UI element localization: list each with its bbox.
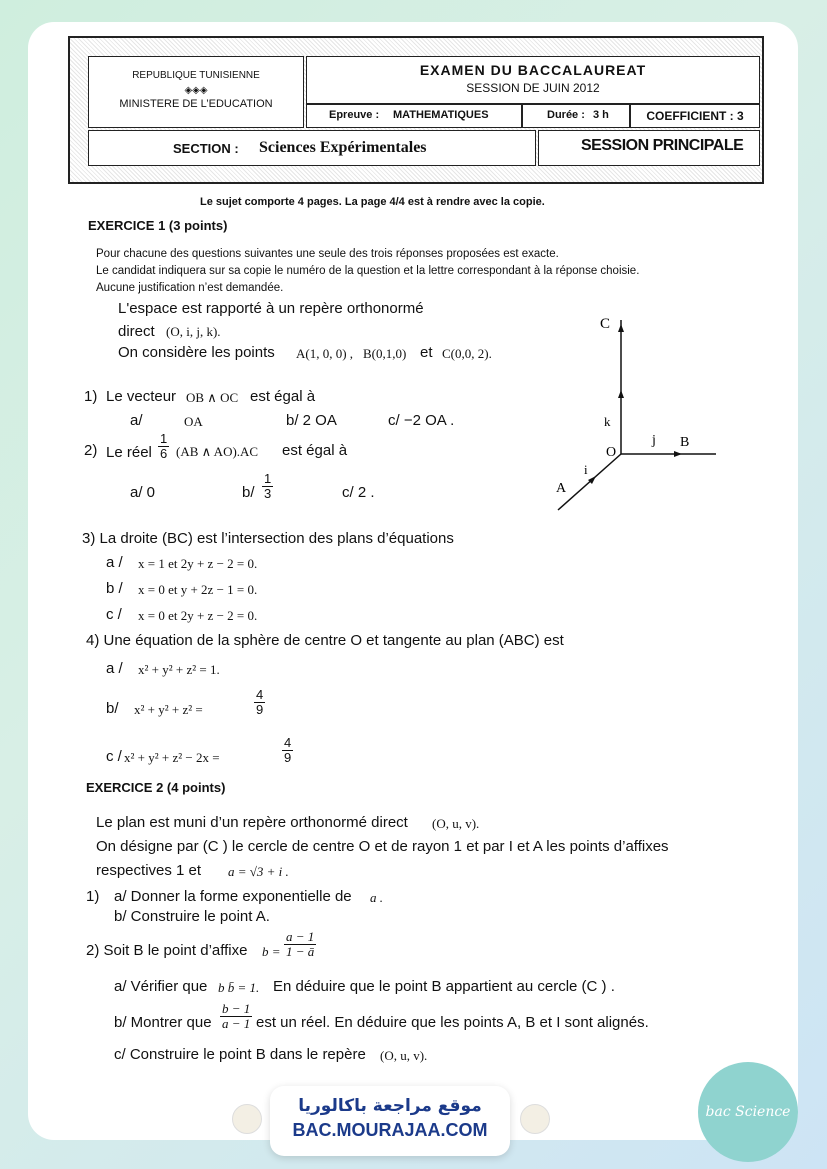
q2-c: c/ 2 .: [342, 484, 375, 501]
ex2-q2b-den: a − 1: [222, 1015, 251, 1031]
ministry-box: [88, 56, 304, 128]
label-j: j: [652, 433, 656, 448]
label-c: C: [600, 316, 611, 332]
q2-b-num: 1: [264, 471, 272, 486]
footer-site[interactable]: BAC.MOURAJAA.COM: [292, 1120, 488, 1140]
q4-c-den: 9: [284, 749, 292, 765]
ex2-p3-math: a = √3 + i .: [228, 864, 289, 879]
q1-num: 1): [84, 388, 98, 405]
ex2-q2b-frac: [220, 1002, 252, 1030]
q4-b-math: x² + y² + z² =: [134, 702, 203, 717]
q4-a-math: x² + y² + z² = 1.: [138, 662, 220, 677]
q2-math: (AB ∧ AO).AC: [176, 444, 259, 459]
session-principale-box: [538, 130, 760, 166]
duree-box: [522, 104, 630, 128]
et-word: et: [420, 344, 433, 361]
republic-label: REPUBLIQUE TUNISIENNE: [132, 70, 260, 81]
q4-a: a /: [106, 660, 123, 677]
label-o: O: [606, 445, 617, 460]
q1-text: Le vecteur: [106, 388, 177, 405]
section-label: SECTION :: [173, 141, 239, 156]
q2-frac-num: 1: [160, 431, 168, 446]
q3-a-math: x = 1 et 2y + z − 2 = 0.: [138, 556, 258, 571]
q2-b: b/: [242, 484, 255, 501]
ex2-q2: 2) Soit B le point d’affixe: [86, 942, 248, 959]
ex1-intro2: direct: [118, 323, 155, 340]
axes-figure: [548, 300, 728, 520]
ex2-q2-math: b =: [262, 944, 281, 959]
q1-math: OB ∧ OC: [186, 390, 239, 405]
ex1-instr1: Pour chacune des questions suivantes une seule des trois réponses proposées est exacte.: [96, 248, 559, 260]
q3-text: 3) La droite (BC) est l’intersection des plans d’équations: [82, 530, 454, 547]
ex2-p1: Le plan est muni d’un repère orthonormé direct: [96, 814, 408, 831]
point-c: C(0,0, 2).: [442, 346, 492, 361]
label-k: k: [604, 414, 611, 429]
q3-a: a /: [106, 554, 123, 571]
ex2-q2-frac: [284, 930, 316, 958]
coefficient: COEFFICIENT : 3: [646, 109, 744, 123]
ex2-q1a: a/ Donner la forme exponentielle de: [114, 888, 352, 905]
footer-banner[interactable]: [270, 1086, 510, 1156]
arrow-c: [618, 324, 624, 332]
ex1-frame-math: (O, i, j, k).: [166, 324, 221, 339]
q4-b: b/: [106, 700, 119, 717]
notice: Le sujet comporte 4 pages. La page 4/4 est à rendre avec la copie.: [200, 196, 545, 208]
session-date: SESSION DE JUIN 2012: [466, 81, 600, 95]
axis-x: [558, 454, 621, 510]
q1-end: est égal à: [250, 388, 316, 405]
q1-c: c/ −2 OA .: [388, 412, 455, 429]
ex2-q2c-math: (O, u, v).: [380, 1048, 428, 1063]
ex1-intro3: On considère les points: [118, 344, 275, 361]
footer-arabic: موقع مراجعة باكالوريا: [298, 1096, 482, 1116]
label-b: B: [680, 435, 690, 450]
q2-frac: [158, 432, 169, 460]
label-i: i: [584, 462, 588, 477]
q3-c-math: x = 0 et 2y + z − 2 = 0.: [138, 608, 258, 623]
q4-c: c /: [106, 748, 122, 765]
q1-b: b/ 2 OA: [286, 412, 337, 429]
q4-b-frac: [254, 688, 265, 716]
ex2-title: EXERCICE 2 (4 points): [86, 780, 226, 795]
ex2-q2-num: a − 1: [286, 929, 315, 944]
q1-a-label: a/: [130, 412, 143, 429]
ministry-label: MINISTERE DE L’EDUCATION: [119, 98, 273, 110]
q3-b-math: x = 0 et y + 2z − 1 = 0.: [138, 582, 258, 597]
ex2-q2-den: 1 − ā: [286, 943, 315, 959]
q4-b-num: 4: [256, 687, 264, 702]
ex2-q2a-math: b b̄ = 1.: [218, 980, 260, 995]
ex2-q2a: a/ Vérifier que: [114, 978, 208, 995]
q2-end: est égal à: [282, 442, 348, 459]
q2-a: a/ 0: [130, 484, 156, 501]
ex2-q1-num: 1): [86, 888, 100, 905]
ornament: ◈◈◈: [184, 85, 208, 96]
ex2-q2c: c/ Construire le point B dans le repère: [114, 1046, 366, 1063]
ex2-q2b: b/ Montrer que: [114, 1014, 212, 1031]
epreuve-label: Epreuve :: [329, 109, 380, 121]
bac-science-logo: bac Science: [698, 1062, 798, 1162]
q2-text: Le réel: [106, 444, 152, 461]
ex2-p2: On désigne par (C ) le cercle de centre O et de rayon 1 et par I et A les points d’affixes: [96, 838, 669, 855]
ex2-q2b-num: b − 1: [222, 1001, 251, 1016]
q4-c-num: 4: [284, 735, 292, 750]
label-a: A: [556, 481, 567, 496]
arrow-j: [674, 451, 682, 457]
arrow-k: [618, 390, 624, 398]
ex2-q1b: b/ Construire le point A.: [114, 908, 270, 925]
ex1-instr3: Aucune justification n’est demandée.: [96, 282, 284, 294]
ex2-q1a-math: a .: [370, 890, 383, 905]
q4-c-math: x² + y² + z² − 2x =: [124, 750, 220, 765]
ex1-title: EXERCICE 1 (3 points): [88, 218, 228, 233]
point-a: A(1, 0, 0) ,: [296, 346, 354, 361]
q4-b-den: 9: [256, 701, 264, 717]
ex2-p3: respectives 1 et: [96, 862, 202, 879]
epreuve-box: [306, 104, 522, 128]
exam-title: EXAMEN DU BACCALAUREAT: [419, 62, 647, 78]
exam-box: [306, 56, 760, 104]
page-sheet: [28, 22, 798, 1140]
ex2-q2b-end: est un réel. En déduire que les points A, B et I sont alignés.: [256, 1014, 649, 1031]
ex1-instr2: Le candidat indiquera sur sa copie le numéro de la question et la lettre correspondant à la réponse choisie.: [96, 265, 640, 277]
q1-a-value: OA: [184, 414, 203, 429]
q3-b: b /: [106, 580, 123, 597]
q2-frac-den: 6: [160, 445, 168, 461]
ex1-intro1: L'espace est rapporté à un repère orthonormé: [118, 300, 424, 317]
q2-num: 2): [84, 442, 98, 459]
ex2-p1-math: (O, u, v).: [432, 816, 480, 831]
coefficient-box: [630, 104, 760, 128]
duree-value: 3 h: [593, 109, 609, 121]
session-principale: SESSION PRINCIPALE: [581, 137, 744, 154]
section-box: [88, 130, 536, 166]
section-value: Sciences Expérimentales: [259, 139, 427, 156]
q3-c: c /: [106, 606, 122, 623]
duree-label: Durée :: [547, 109, 585, 121]
q4-text: 4) Une équation de la sphère de centre O et tangente au plan (ABC) est: [86, 632, 564, 649]
footer-left-logo: [232, 1104, 262, 1134]
footer-right-logo: [520, 1104, 550, 1134]
ex2-q2a-end: En déduire que le point B appartient au cercle (C ) .: [273, 978, 615, 995]
q4-c-frac: [282, 736, 293, 764]
point-b: B(0,1,0): [363, 346, 407, 361]
q2-b-den: 3: [264, 485, 272, 501]
epreuve-value: MATHEMATIQUES: [393, 109, 489, 121]
q2-b-frac: [262, 472, 273, 500]
